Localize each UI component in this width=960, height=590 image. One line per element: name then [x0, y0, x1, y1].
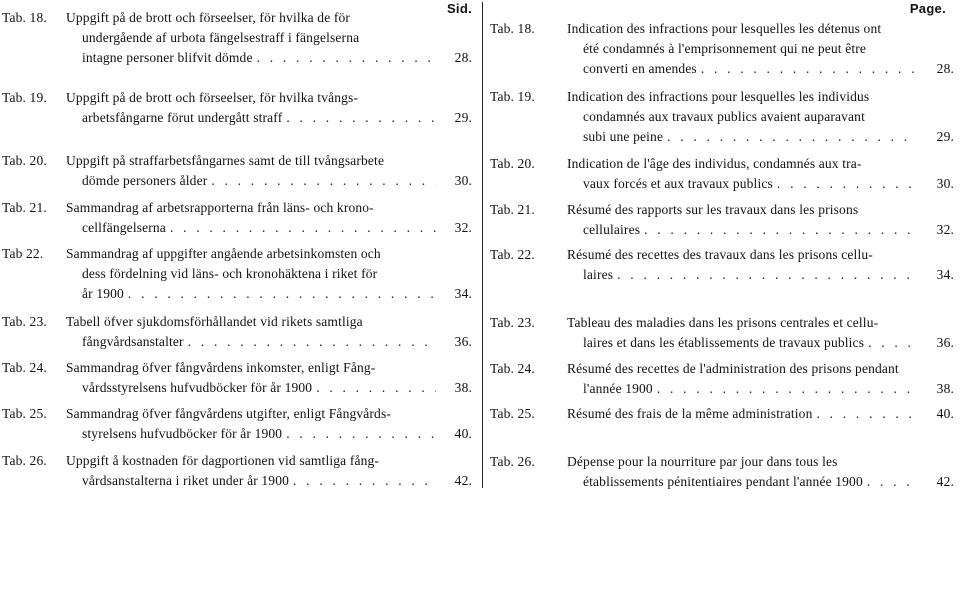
entry-text-line: Résumé des rapports sur les travaux dans les prisons: [567, 202, 859, 217]
dot-leader: [617, 265, 916, 285]
entry-text-line: arbetsfångarne förut undergått straff: [82, 110, 283, 125]
entry-text-line: condamnés aux travaux publics avaient auparavant: [583, 109, 865, 124]
tab-number: Tab. 25.: [2, 406, 47, 421]
page-number: 30.: [454, 173, 472, 188]
page-number: 29.: [454, 110, 472, 125]
contents-entry-tab-25: [0, 404, 478, 444]
entry-text-line: l'année 1900: [583, 381, 653, 396]
entry-text-line: intagne personer blifvit dömde: [82, 50, 253, 65]
contents-entry-tab-22-fr: [490, 245, 960, 285]
entry-text-line: Résumé des frais de la même administration: [567, 406, 813, 421]
contents-entry-tab-25-fr: [490, 404, 960, 424]
tab-number: Tab 22.: [2, 246, 44, 261]
entry-text-line: Uppgift på de brott och förseelser, för hvilka de för: [66, 10, 351, 25]
entry-text-line: établissements pénitentiaires pendant l'année 1900: [583, 474, 863, 489]
entry-text-line: dess fördelning vid läns- och kronohäktena i riket för: [82, 266, 378, 281]
entry-text-line: Sammandrag öfver fångvårdens utgifter, enligt Fångvårds-: [66, 406, 392, 421]
entry-text-line: Sammandrag af uppgifter angående arbetsinkomsten och: [66, 246, 381, 261]
contents-entry-tab-19: [0, 88, 478, 128]
entry-text-line: cellfängelserna: [82, 220, 166, 235]
dot-leader: [316, 378, 436, 398]
dot-leader: [293, 471, 436, 491]
dot-leader: [286, 108, 436, 128]
tab-number: Tab. 24.: [490, 361, 535, 376]
tab-number: Tab. 21.: [490, 202, 535, 217]
entry-text-line: vårdsanstalterna i riket under år 1900: [82, 473, 290, 488]
entry-text-line: Uppgift på straffarbetsfångarnes samt de till tvångsarbete: [66, 153, 385, 168]
page-number: 28.: [454, 50, 472, 65]
page-number: 30.: [936, 176, 954, 191]
tab-number: Tab. 21.: [2, 200, 47, 215]
tab-number: Tab. 19.: [490, 89, 535, 104]
contents-entry-tab-24: [0, 358, 478, 398]
tab-number: Tab. 24.: [2, 360, 47, 375]
page-number: 40.: [454, 426, 472, 441]
tab-number: Tab. 23.: [2, 314, 47, 329]
contents-entry-tab-26: [0, 451, 478, 491]
entry-text-line: Sammandrag af arbetsrapporterna från läns- och krono-: [66, 200, 374, 215]
contents-entry-tab-24-fr: [490, 359, 960, 399]
entry-text-line: Tabell öfver sjukdomsförhållandet vid rikets samtliga: [66, 314, 363, 329]
entry-text-line: cellulaires: [583, 222, 641, 237]
contents-entry-tab-19-fr: [490, 87, 960, 147]
tab-number: Tab. 26.: [490, 454, 535, 469]
entry-text-line: Uppgift på de brott och förseelser, för hvilka tvångs-: [66, 90, 359, 105]
page-number: 32.: [936, 222, 954, 237]
dot-leader: [211, 171, 436, 191]
dot-leader: [286, 424, 436, 444]
contents-entry-tab-21: [0, 198, 478, 238]
contents-entry-tab-26-fr: [490, 452, 960, 492]
contents-entry-tab-18: [0, 8, 478, 68]
entry-text-line: Résumé des recettes des travaux dans les prisons cellu-: [567, 247, 873, 262]
tab-number: Tab. 22.: [490, 247, 535, 262]
tab-number: Tab. 26.: [2, 453, 47, 468]
entry-text-line: laires: [583, 267, 614, 282]
dot-leader: [777, 174, 916, 194]
contents-entry-tab-20-fr: [490, 154, 960, 194]
entry-text-line: vårdsstyrelsens hufvudböcker för år 1900: [82, 380, 313, 395]
page-column-header-page: Page.: [909, 1, 946, 16]
page-number: 34.: [936, 267, 954, 282]
contents-entry-tab-18-fr: [490, 19, 960, 79]
entry-text-line: undergående af urbota fängelsestraff i fängelserna: [82, 30, 360, 45]
tab-number: Tab. 20.: [2, 153, 47, 168]
page-number: 28.: [936, 61, 954, 76]
page-column-header-sid: Sid.: [446, 1, 472, 16]
entry-text-line: Uppgift å kostnaden för dagportionen vid samtliga fång-: [66, 453, 380, 468]
entry-text-line: Résumé des recettes de l'administration des prisons pendant: [567, 361, 899, 376]
page-number: 34.: [454, 286, 472, 301]
dot-leader: [188, 332, 436, 352]
entry-text-line: Sammandrag öfver fångvårdens inkomster, enligt Fång-: [66, 360, 376, 375]
dot-leader: [868, 333, 916, 353]
entry-text-line: converti en amendes: [583, 61, 697, 76]
entry-text-line: subi une peine: [583, 129, 664, 144]
page-number: 32.: [454, 220, 472, 235]
dot-leader: [701, 59, 916, 79]
contents-entry-tab-20: [0, 151, 478, 191]
entry-text-line: été condamnés à l'emprisonnement qui ne peut être: [583, 41, 867, 56]
entry-text-line: styrelsens hufvudböcker för år 1900: [82, 426, 283, 441]
page-number: 38.: [454, 380, 472, 395]
page-number: 40.: [936, 406, 954, 421]
entry-text-line: vaux forcés et aux travaux publics: [583, 176, 773, 191]
contents-entry-tab-21-fr: [490, 200, 960, 240]
entry-text-line: Dépense pour la nourriture par jour dans tous les: [567, 454, 838, 469]
dot-leader: [867, 472, 916, 492]
contents-entry-tab-23-fr: [490, 313, 960, 353]
page-number: 42.: [454, 473, 472, 488]
tab-number: Tab. 20.: [490, 156, 535, 171]
french-contents-column: [490, 0, 960, 590]
page-number: 38.: [936, 381, 954, 396]
dot-leader: [128, 284, 436, 304]
entry-text-line: år 1900: [82, 286, 124, 301]
entry-text-line: laires et dans les établissements de travaux publics: [583, 335, 865, 350]
dot-leader: [657, 379, 916, 399]
tab-number: Tab. 23.: [490, 315, 535, 330]
page-number: 36.: [936, 335, 954, 350]
contents-entry-tab-23: [0, 312, 478, 352]
swedish-contents-column: [0, 0, 478, 590]
entry-text-line: Indication des infractions pour lesquelles les détenus ont: [567, 21, 882, 36]
dot-leader: [257, 48, 436, 68]
tab-number: Tab. 19.: [2, 90, 47, 105]
page-number: 36.: [454, 334, 472, 349]
entry-text-line: fångvårdsanstalter: [82, 334, 184, 349]
tab-number: Tab. 18.: [2, 10, 47, 25]
tab-number: Tab. 18.: [490, 21, 535, 36]
entry-text-line: Indication des infractions pour lesquelles les individus: [567, 89, 870, 104]
entry-text-line: Indication de l'âge des individus, condamnés aux tra-: [567, 156, 862, 171]
dot-leader: [667, 127, 916, 147]
column-divider: [482, 2, 483, 488]
entry-text-line: Tableau des maladies dans les prisons centrales et cellu-: [567, 315, 879, 330]
contents-entry-tab-22: [0, 244, 478, 304]
entry-text-line: dömde personers ålder: [82, 173, 208, 188]
dot-leader: [170, 218, 436, 238]
page-number: 29.: [936, 129, 954, 144]
dot-leader: [644, 220, 916, 240]
dot-leader: [816, 404, 916, 424]
tab-number: Tab. 25.: [490, 406, 535, 421]
page-number: 42.: [936, 474, 954, 489]
